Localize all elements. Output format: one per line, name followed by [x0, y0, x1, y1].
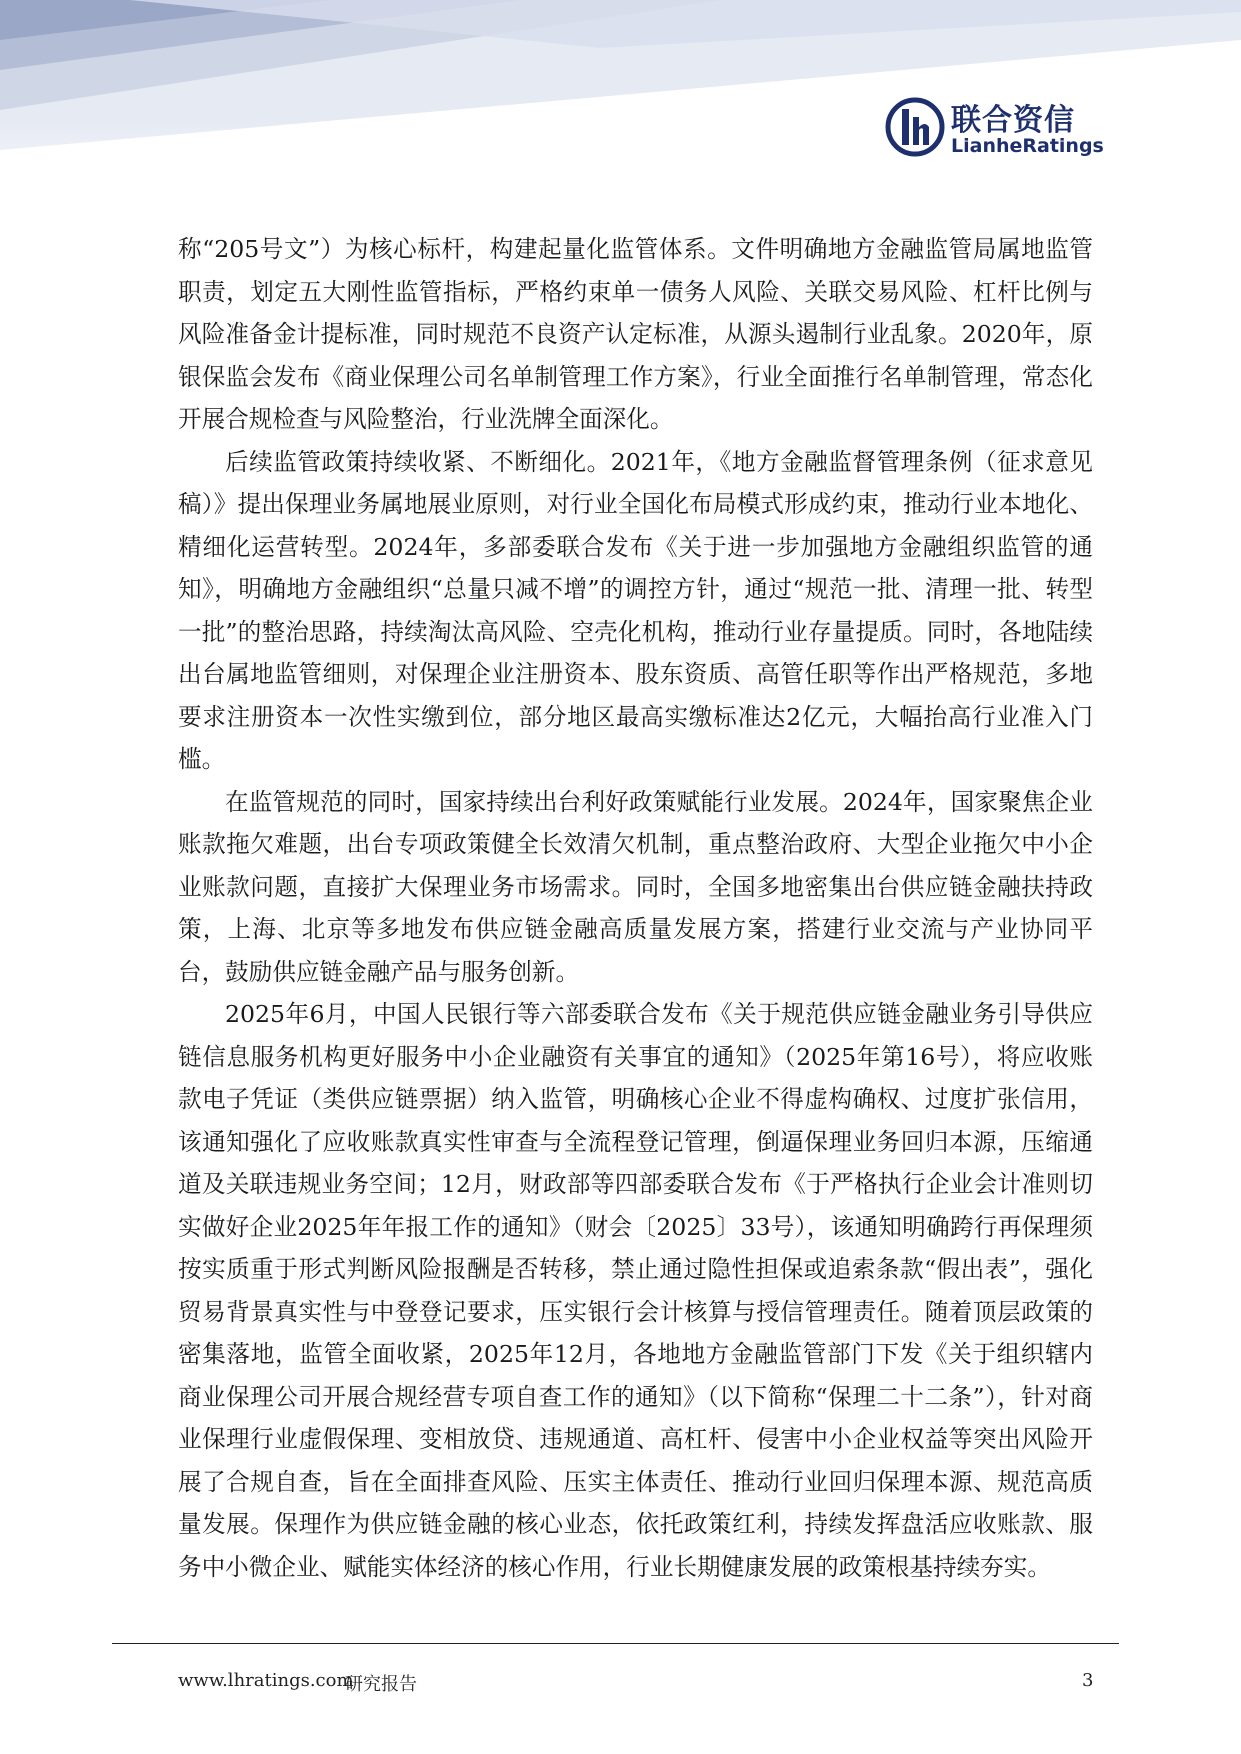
logo-mark-icon: [885, 97, 945, 157]
paragraph: 2025年6月，中国人民银行等六部委联合发布《关于规范供应链金融业务引导供应链信息服务机构更好服务中小企业融资有关事宜的通知》（2025年第16号），将应收账款电子凭证（类供应链票据）纳入监管，明确核心企业不得虚构确权、过度扩张信用，该通知强化了应收账款真实性审查与全流程登记管理，倒逼保理业务回归本源，压缩通道及关联违规业务空间；12月，财政部等四部委联合发布《于严格执行企业会计准则切实做好企业2025年年报工作的通知》（财会〔2025〕33号），该通知明确跨行再保理须按实质重于形式判断风险报酬是否转移，禁止通过隐性担保或追索条款“假出表”，强化贸易背景真实性与中登登记要求，压实银行会计核算与授信管理责任。随着顶层政策的密集落地，监管全面收紧，2025年12月，各地地方金融监管部门下发《关于组织辖内商业保理公司开展合规经营专项自查工作的通知》（以下简称“保理二十二条”），针对商业保理行业虚假保理、变相放贷、违规通道、高杠杆、侵害中小企业权益等突出风险开展了合规自查，旨在全面排查风险、压实主体责任、推动行业回归保理本源、规范高质量发展。保理作为供应链金融的核心业态，依托政策红利，持续发挥盘活应收账款、服务中小微企业、赋能实体经济的核心作用，行业长期健康发展的政策根基持续夯实。: [178, 1000, 1093, 1581]
company-logo: [885, 95, 1105, 163]
report-body: [178, 228, 1093, 1588]
logo-chinese-name: 联合资信: [951, 103, 1075, 138]
paragraph: 在监管规范的同时，国家持续出台利好政策赋能行业发展。2024年，国家聚焦企业账款拖欠难题，出台专项政策健全长效清欠机制，重点整治政府、大型企业拖欠中小企业账款问题，直接扩大保理业务市场需求。同时，全国多地密集出台供应链金融扶持政策，上海、北京等多地发布供应链金融高质量发展方案，搭建行业交流与产业协同平台，鼓励供应链金融产品与服务创新。: [178, 787, 1093, 986]
logo-english-name: LianheRatings: [951, 135, 1104, 157]
paragraph: 称“205号文”）为核心标杆，构建起量化监管体系。文件明确地方金融监管局属地监管职责，划定五大刚性监管指标，严格约束单一债务人风险、关联交易风险、杠杆比例与风险准备金计提标准，同时规范不良资产认定标准，从源头遏制行业乱象。2020年，原银保监会发布《商业保理公司名单制管理工作方案》，行业全面推行名单制管理，常态化开展合规检查与风险整治，行业洗牌全面深化。: [178, 235, 1093, 433]
footer-website-link[interactable]: www.lhratings.com: [178, 1670, 354, 1691]
paragraph: 后续监管政策持续收紧、不断细化。2021年，《地方金融监督管理条例（征求意见稿）》提出保理业务属地展业原则，对行业全国化布局模式形成约束，推动行业本地化、精细化运营转型。2024年，多部委联合发布《关于进一步加强地方金融组织监管的通知》，明确地方金融组织“总量只减不增”的调控方针，通过“规范一批、清理一批、转型一批”的整治思路，持续淘汰高风险、空壳化机构，推动行业存量提质。同时，各地陆续出台属地监管细则，对保理企业注册资本、股东资质、高管任职等作出严格规范，多地要求注册资本一次性实缴到位，部分地区最高实缴标准达2亿元，大幅抬高行业准入门槛。: [178, 447, 1093, 773]
footer-report-label: 研究报告: [345, 1674, 417, 1695]
page-number: 3: [1082, 1670, 1094, 1691]
footer-divider: [112, 1643, 1119, 1644]
